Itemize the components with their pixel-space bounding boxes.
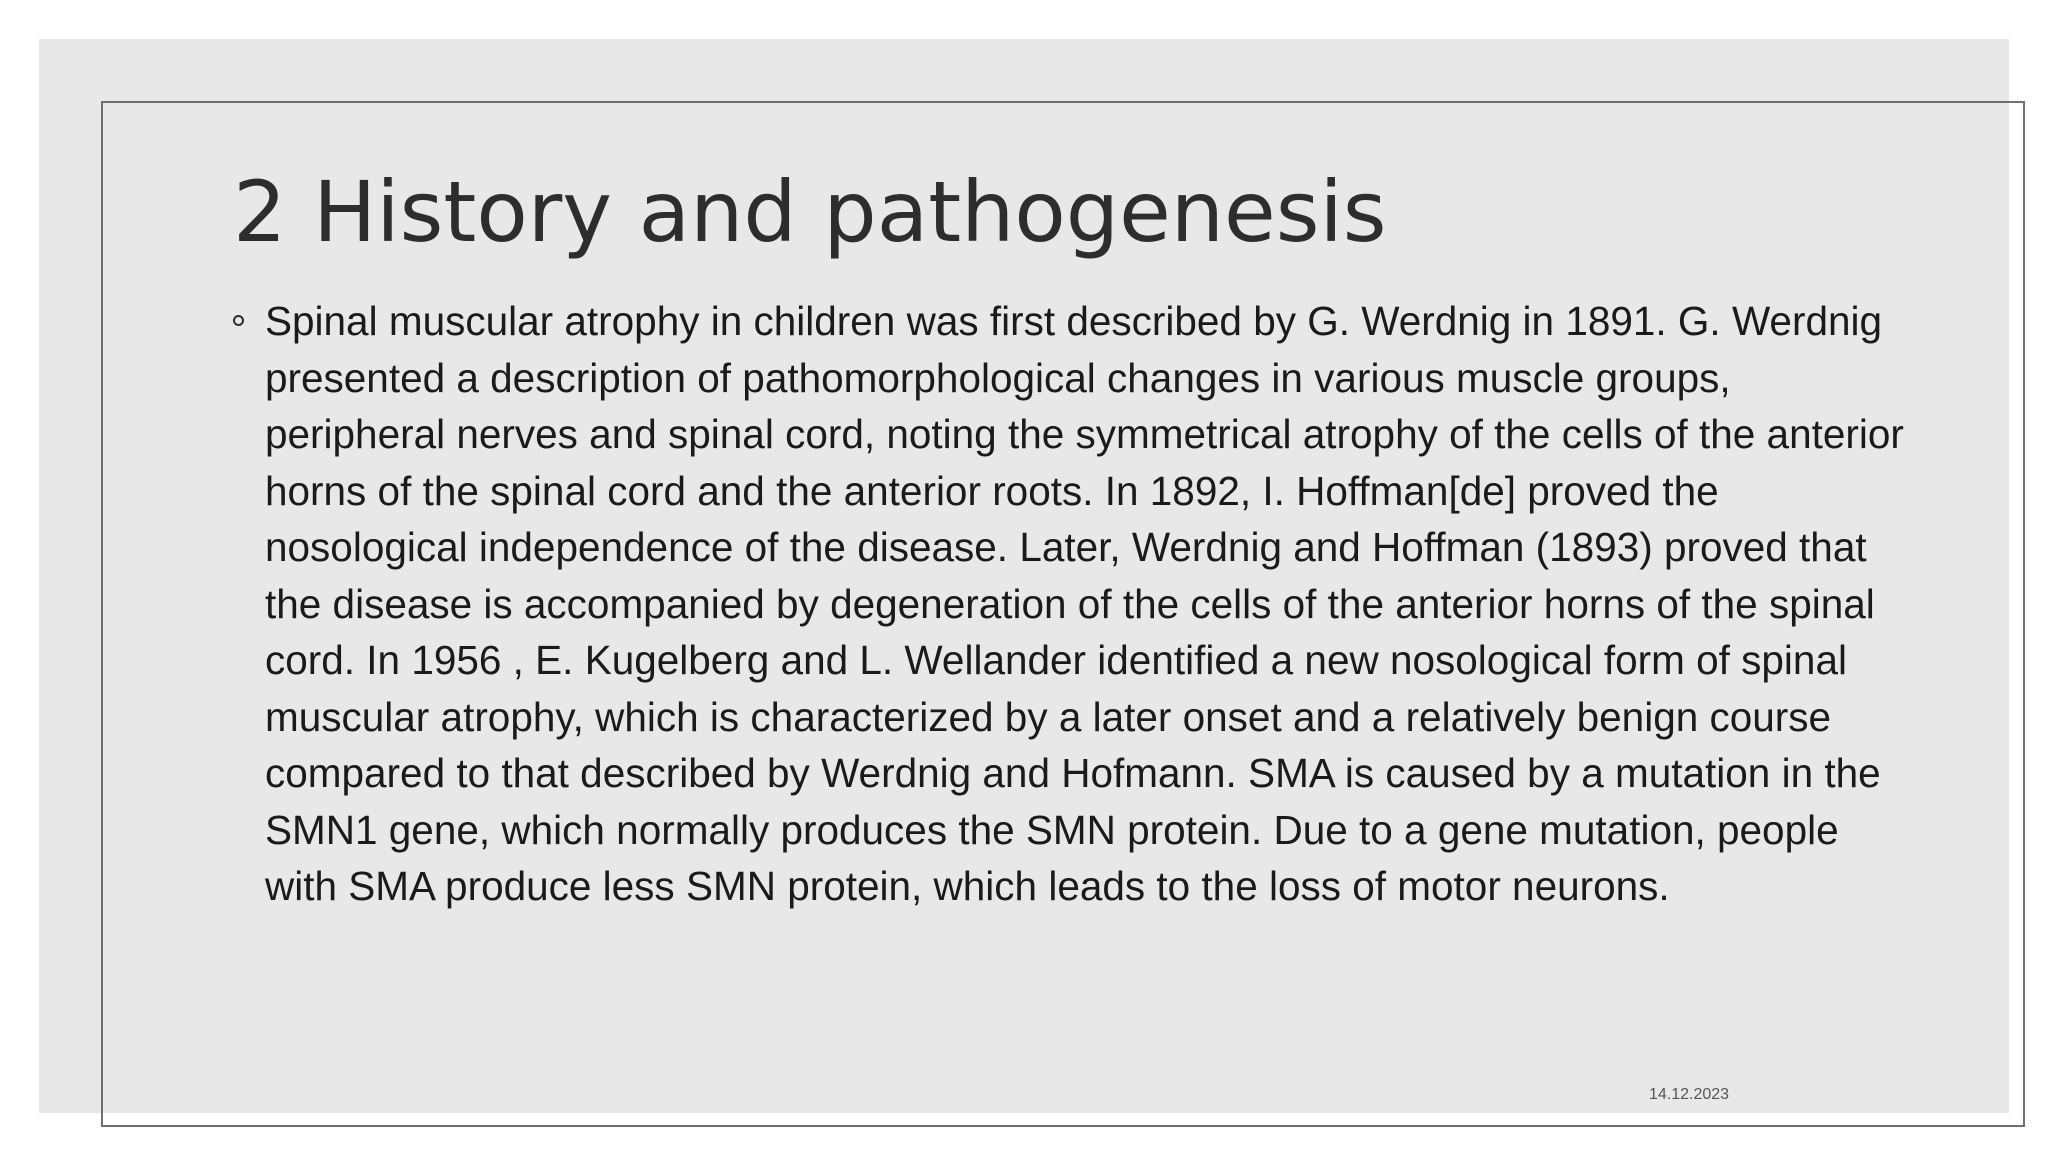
slide — [39, 39, 2009, 1113]
slide-title: 2 History and pathogenesis — [233, 163, 1387, 261]
circle-bullet-icon — [233, 315, 244, 326]
bullet-text: Spinal muscular atrophy in children was first described by G. Werdnig in 1891. G. Werdnig presented a description of pathomorphological changes in various muscle groups, peripheral nerves and spinal cord, noting the symmetrical atrophy of the cells of the anterior horns of the spinal cord and the anterior roots. In 1892, I. Hoffman[de] proved the nosological independence of the disease. Later, Werdnig and Hoffman (1893) proved that the disease is accompanied by degeneration of the cells of the anterior horns of the spinal cord. In 1956 , E. Kugelberg and L. Wellander identified a new nosological form of spinal muscular atrophy, which is characterized by a later onset and a relatively benign course compared to that described by Werdnig and Hofmann. SMA is caused by a mutation in the SMN1 gene, which normally produces the SMN protein. Due to a gene mutation, people with SMA produce less SMN protein, which leads to the loss of motor neurons. — [265, 298, 1904, 909]
slide-date: 14.12.2023 — [1649, 1086, 1730, 1103]
bullet-list-item — [233, 293, 1913, 915]
